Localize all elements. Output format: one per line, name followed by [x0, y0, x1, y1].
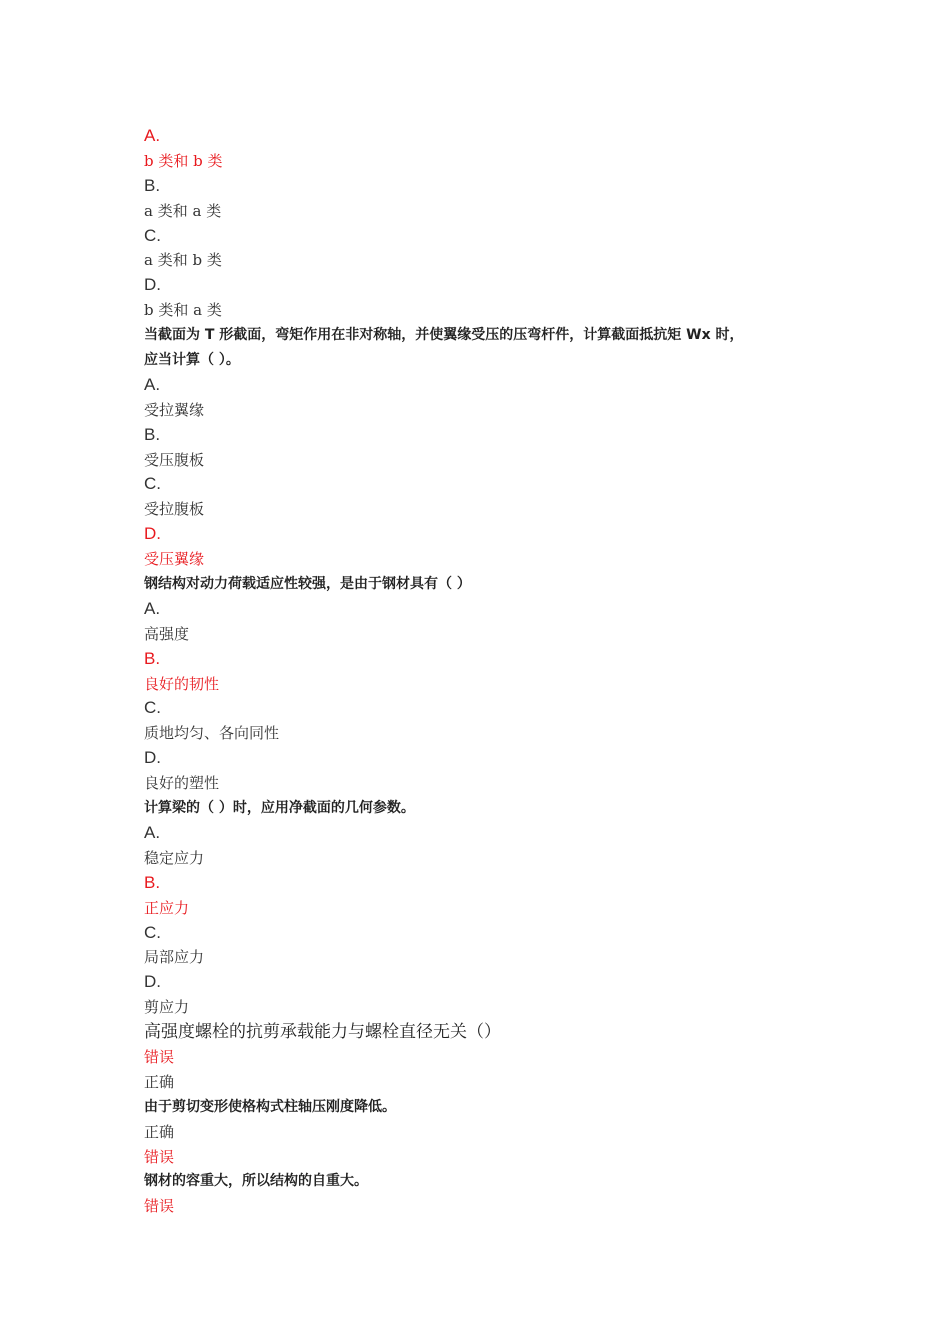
- option-text: 受压翼缘: [144, 550, 205, 569]
- question-text: 钢材的容重大，所以结构的自重大。: [144, 1173, 368, 1190]
- question-text: 钢结构对动力荷载适应性较强，是由于钢材具有（ ）: [144, 576, 471, 593]
- option-text: 良好的塑性: [144, 774, 220, 793]
- option-text: 错误: [144, 1147, 175, 1166]
- option-letter: D.: [144, 748, 161, 768]
- option-text: 局部应力: [144, 948, 205, 967]
- option-letter: C.: [144, 225, 161, 245]
- question-text: 当截面为 T 形截面，弯矩作用在非对称轴，并使翼缘受压的压弯杆件，计算截面抵抗矩 Wx 时，: [144, 327, 744, 344]
- option-text: 质地均匀、各向同性: [144, 724, 280, 743]
- option-letter: B.: [144, 872, 161, 892]
- option-text: 正应力: [144, 898, 190, 917]
- option-letter: C.: [144, 922, 161, 942]
- option-text: 受拉翼缘: [144, 400, 205, 419]
- option-text: a 类和 a 类: [144, 201, 222, 220]
- option-text: 高强度: [144, 624, 190, 643]
- option-text: b 类和 a 类: [144, 301, 222, 320]
- question-text: 计算梁的（ ）时，应用净截面的几何参数。: [144, 800, 415, 817]
- option-letter: A.: [144, 374, 161, 394]
- option-text: 稳定应力: [144, 848, 205, 867]
- option-letter: C.: [144, 698, 161, 718]
- option-text: 受压腹板: [144, 450, 205, 469]
- question-text: 应当计算（ ）。: [144, 352, 240, 369]
- option-letter: B.: [144, 424, 161, 444]
- option-text: 受拉腹板: [144, 500, 205, 519]
- option-letter: A.: [144, 126, 161, 145]
- option-letter: B.: [144, 648, 161, 668]
- question-text: 高强度螺栓的抗剪承载能力与螺栓直径无关（）: [144, 1022, 501, 1043]
- question-text: 由于剪切变形使格构式柱轴压刚度降低。: [144, 1098, 396, 1115]
- option-letter: D.: [144, 275, 161, 295]
- option-letter: C.: [144, 474, 161, 494]
- option-text: 错误: [144, 1197, 175, 1216]
- option-text: a 类和 b 类: [144, 251, 222, 270]
- option-text: 错误: [144, 1047, 175, 1066]
- option-letter: A.: [144, 598, 161, 618]
- option-text: 剪应力: [144, 998, 190, 1017]
- option-text: b 类和 b 类: [144, 151, 223, 170]
- option-letter: B.: [144, 175, 161, 195]
- option-text: 良好的韧性: [144, 674, 220, 693]
- option-letter: A.: [144, 822, 161, 842]
- option-text: 正确: [144, 1122, 175, 1141]
- option-letter: D.: [144, 524, 161, 544]
- option-letter: D.: [144, 972, 161, 992]
- option-text: 正确: [144, 1072, 175, 1091]
- document-page: [144, 124, 824, 1219]
